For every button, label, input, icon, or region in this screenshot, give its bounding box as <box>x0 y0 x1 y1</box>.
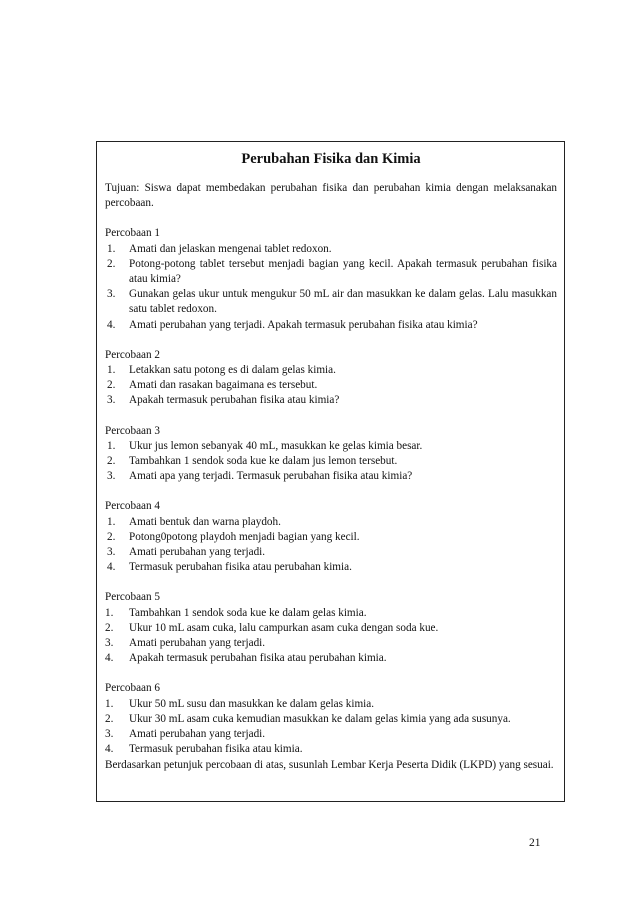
step-text: Amati perubahan yang terjadi. <box>129 637 266 650</box>
step-text: Termasuk perubahan fisika atau kimia. <box>129 743 303 756</box>
step-text: Amati dan rasakan bagaimana es tersebut. <box>129 379 318 392</box>
list-item <box>105 560 557 575</box>
list-item <box>105 318 557 333</box>
list-item <box>105 363 557 378</box>
list-item <box>105 439 557 454</box>
step-number: 2. <box>107 379 116 392</box>
list-item <box>105 651 557 666</box>
step-number: 3. <box>107 546 116 559</box>
step-number: 1. <box>107 439 116 452</box>
step-number: 1. <box>107 242 116 255</box>
step-number: 4. <box>107 561 116 574</box>
experiment-heading: Percobaan 3 <box>105 424 160 437</box>
step-text: Letakkan satu potong es di dalam gelas kimia. <box>129 364 336 377</box>
step-text: Gunakan gelas ukur untuk mengukur 50 mL air dan masukkan ke dalam gelas. Lalu masukkan satu tablet redoxon. <box>129 288 557 316</box>
list-item <box>105 242 557 257</box>
page-title: Perubahan Fisika dan Kimia <box>241 151 421 167</box>
list-item <box>105 697 557 712</box>
experiment-heading: Percobaan 6 <box>105 682 160 695</box>
page-number: 21 <box>529 837 541 849</box>
list-item <box>105 606 557 621</box>
step-list <box>105 363 557 409</box>
step-text: Amati perubahan yang terjadi. <box>129 546 266 559</box>
step-text: Apakah termasuk perubahan fisika atau kimia? <box>129 394 340 407</box>
experiment-heading: Percobaan 1 <box>105 227 160 240</box>
experiment-heading: Percobaan 2 <box>105 348 160 361</box>
step-number: 4. <box>105 652 114 665</box>
step-number: 1. <box>107 515 116 528</box>
step-text: Ukur jus lemon sebanyak 40 mL, masukkan ke gelas kimia besar. <box>129 439 423 452</box>
list-item <box>105 727 557 742</box>
step-text: Ukur 30 mL asam cuka kemudian masukkan ke dalam gelas kimia yang ada susunya. <box>129 712 511 725</box>
worksheet-box <box>96 141 565 802</box>
experiment-heading: Percobaan 4 <box>105 500 160 513</box>
list-item <box>105 393 557 408</box>
experiment-2 <box>105 348 557 409</box>
list-item <box>105 742 557 757</box>
step-text: Ukur 50 mL susu dan masukkan ke dalam gelas kimia. <box>129 697 375 710</box>
step-text: Termasuk perubahan fisika atau perubahan kimia. <box>129 561 352 574</box>
step-text: Amati apa yang terjadi. Termasuk perubahan fisika atau kimia? <box>129 470 413 483</box>
step-text: Tambahkan 1 sendok soda kue ke dalam jus lemon tersebut. <box>129 455 398 468</box>
step-number: 2. <box>107 257 116 270</box>
experiment-5 <box>105 590 557 666</box>
list-item <box>105 530 557 545</box>
experiment-4 <box>105 499 557 575</box>
step-number: 3. <box>107 470 116 483</box>
step-number: 3. <box>107 288 116 301</box>
list-item <box>105 515 557 530</box>
closing-text: Berdasarkan petunjuk percobaan di atas, susunlah Lembar Kerja Peserta Didik (LKPD) yang sesuai. <box>105 758 554 771</box>
list-item <box>105 621 557 636</box>
step-text: Apakah termasuk perubahan fisika atau perubahan kimia. <box>129 652 387 665</box>
list-item <box>105 469 557 484</box>
list-item <box>105 454 557 469</box>
step-number: 3. <box>105 728 114 741</box>
experiment-6 <box>105 681 557 757</box>
step-text: Amati dan jelaskan mengenai tablet redoxon. <box>129 242 332 255</box>
step-number: 3. <box>105 637 114 650</box>
step-number: 2. <box>105 621 114 634</box>
step-list <box>105 515 557 576</box>
experiment-3 <box>105 424 557 485</box>
experiment-1 <box>105 226 557 332</box>
step-number: 2. <box>105 712 114 725</box>
step-number: 1. <box>105 606 114 619</box>
step-number: 4. <box>107 318 116 331</box>
step-list <box>105 606 557 667</box>
step-text: Potong-potong tablet tersebut menjadi bagian yang kecil. Apakah termasuk perubahan fisika atau kimia? <box>129 257 557 286</box>
list-item <box>105 636 557 651</box>
step-number: 2. <box>107 530 116 543</box>
step-number: 1. <box>107 364 116 377</box>
step-list <box>105 242 557 333</box>
step-text: Amati perubahan yang terjadi. <box>129 728 266 741</box>
experiment-heading: Percobaan 5 <box>105 591 160 604</box>
step-text: Amati bentuk dan warna playdoh. <box>129 515 281 528</box>
list-item <box>105 712 557 727</box>
step-number: 1. <box>105 697 114 710</box>
step-text: Tambahkan 1 sendok soda kue ke dalam gelas kimia. <box>129 606 367 619</box>
step-list <box>105 697 557 758</box>
step-number: 2. <box>107 455 116 468</box>
step-number: 3. <box>107 394 116 407</box>
step-number: 4. <box>105 743 114 756</box>
step-text: Ukur 10 mL asam cuka, lalu campurkan asam cuka dengan soda kue. <box>129 621 439 634</box>
step-text: Amati perubahan yang terjadi. Apakah termasuk perubahan fisika atau kimia? <box>129 318 478 331</box>
list-item <box>105 257 557 287</box>
list-item <box>105 378 557 393</box>
step-list <box>105 439 557 485</box>
list-item <box>105 287 557 317</box>
step-text: Potong0potong playdoh menjadi bagian yang kecil. <box>129 530 360 543</box>
objective-text: Tujuan: Siswa dapat membedakan perubahan fisika dan perubahan kimia dengan melaksanakan percobaan. <box>105 182 557 210</box>
list-item <box>105 545 557 560</box>
